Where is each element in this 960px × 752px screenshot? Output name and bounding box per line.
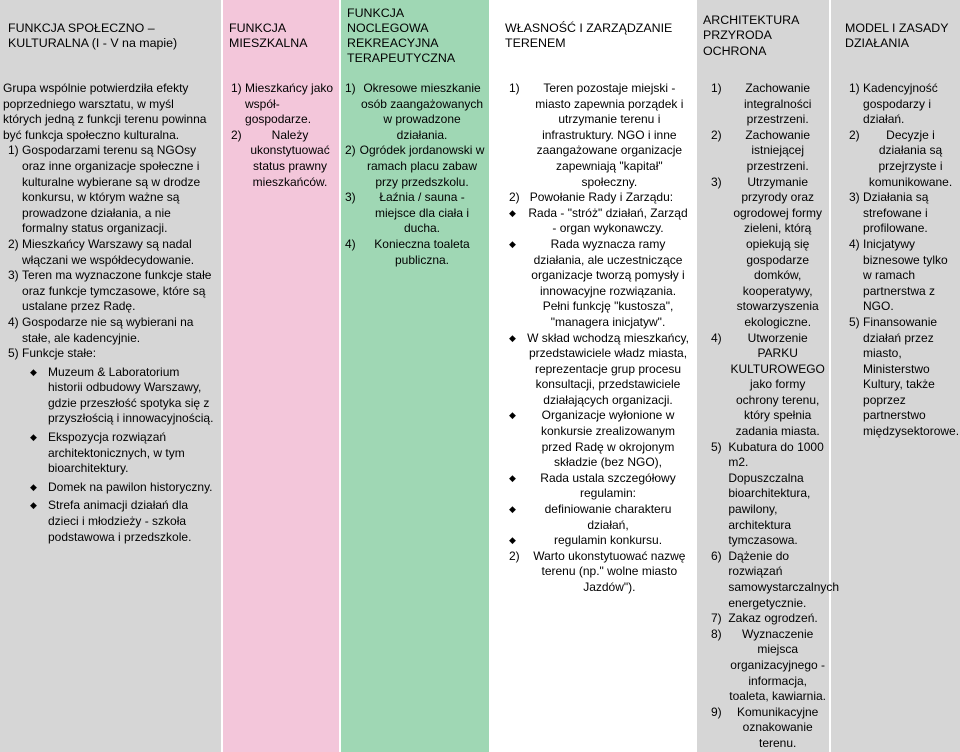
header-cell-col6 (830, 0, 960, 72)
list-item: 1) Kadencyjność gospodarzy i działań. (849, 81, 938, 127)
list-item: 6) Dążenie do rozwiązań samowystarczalnych energetycznie. (711, 548, 840, 610)
bullet-icon: ◆ (509, 472, 516, 483)
header-architecture: ARCHITEKTURA PRZYRODA OCHRONA (703, 13, 799, 58)
list-item: 2) Decyzje i działania są przejrzyste i komunikowane. (849, 127, 953, 189)
list-item: 3) Działania są strefowane i profilowane. (849, 190, 929, 236)
bullet-icon: ◆ (30, 366, 37, 377)
header-row (0, 0, 960, 72)
list-item: 9) Komunikacyjne oznakowanie terenu. (711, 704, 819, 750)
bullet-item: ◆ Organizacje wyłonione w konkursie zrealizowanym przed Radę w okrojonym składzie (bez NGO), (509, 408, 676, 470)
bullet-icon: ◆ (30, 481, 37, 492)
bullet-item: ◆ Ekspozycja rozwiązań architektonicznych, w tym bioarchitektury. (30, 430, 185, 476)
list-item: 8) Wyznaczenie miejsca organizacyjnego - informacja, toaleta, kawiarnia. (711, 626, 827, 704)
cell-social-cultural (0, 72, 222, 752)
sub-bullet-item: ◆ regulamin konkursu. (509, 533, 663, 548)
sub-bullet-item: ◆ definiowanie charakteru działań, (509, 502, 672, 532)
cell-architecture (696, 72, 840, 752)
header-residential: FUNKCJA MIESZKALNA (229, 20, 308, 50)
bullet-item: ◆ Rada - "stróż" działań, Zarząd - organ wykonawczy. (509, 205, 688, 236)
bullet-icon: ◆ (509, 207, 516, 218)
header-accommodation: FUNKCJA NOCLEGOWA REKREACYJNA TERAPEUTYCZNA (347, 5, 456, 66)
header-model: MODEL I ZASADY DZIAŁANIA (845, 20, 949, 50)
list-item: 2) Mieszkańcy Warszawy są nadal włączani we współdecydowanie. (8, 236, 195, 267)
header-cell-col4 (490, 0, 696, 72)
bullet-item: ◆ Strefa animacji działań dla dzieci i młodzieży - szkoła podstawowa i przedszkole. (30, 498, 192, 544)
header-cell-col2 (222, 0, 340, 72)
header-cell-col1 (0, 0, 222, 72)
cell-ownership (490, 72, 696, 752)
bullet-icon: ◆ (509, 238, 516, 249)
content-row (0, 72, 960, 752)
list-item: 2) Zachowanie istniejącej przestrzeni. (711, 127, 811, 173)
header-cell-col5 (696, 0, 830, 72)
list-item: 4) Konieczna toaleta publiczna. (345, 236, 470, 267)
list-item: 1) Gospodarzami terenu są NGOsy oraz inne organizacje społeczne i kulturalne wybierane są w drodze konkursu, w którym ważne są prowadzone działania, a nie formalny status organizacji. (8, 143, 201, 236)
bullet-item: ◆ Domek na pawilon historyczny. (30, 479, 213, 494)
list-item: 3) Teren ma wyznaczone funkcje stałe oraz funkcje tymczasowe, które są ustalane przez Radę. (8, 268, 212, 314)
list-item: 2) Warto ukonstytuować nazwę terenu (np." wolne miasto Jazdów"). (509, 548, 686, 594)
header-social-cultural: FUNKCJA SPOŁECZNO – KULTURALNA (I - V na mapie) (8, 20, 178, 50)
bullet-item: ◆ W skład wchodzą mieszkańcy, przedstawiciele władz miasta, reprezentacje grup procesu konsultacji, przedstawiciele działających organizacji. (509, 330, 689, 407)
list-item: 2) Powołanie Rady i Zarządu: (509, 190, 674, 205)
list-item: 7) Zakaz ogrodzeń. (711, 611, 818, 626)
bullet-icon: ◆ (509, 332, 516, 343)
bullet-item: ◆ Rada ustala szczegółowy regulamin: (509, 470, 676, 501)
list-item: 5) Funkcje stałe: (8, 346, 97, 361)
list-item: 3) Utrzymanie przyrody oraz ogrodowej formy zieleni, którą opiekują się gospodarze domków, kooperatywy, stowarzyszenia ekologiczne. (711, 174, 823, 329)
list-item: 2) Ogródek jordanowski w ramach placu zabaw przy przedszkolu. (345, 143, 485, 189)
list-item: 5) Kubatura do 1000 m2. Dopuszczalna bioarchitektura, pawilony, architektura tymczasowa. (711, 439, 824, 548)
header-ownership: WŁASNOŚĆ I ZARZĄDZANIE TERENEM (505, 20, 673, 50)
list-item: 1) Mieszkańcy jako współ-gospodarze. (231, 81, 334, 127)
bullet-item: ◆ Muzeum & Laboratorium historii odbudowy Warszawy, gdzie przeszłość spotyka się z przyszłością i innowacyjnością. (30, 364, 214, 426)
bullet-icon: ◆ (509, 535, 516, 546)
header-cell-col3 (340, 0, 490, 72)
bullet-item: ◆ Rada wyznacza ramy działania, ale uczestniczące organizacje tworzą pomysły i innowacyjne rozwiązania. Pełni funkcję "kustosza", "managera inicjatyw". (509, 236, 685, 329)
bullet-icon: ◆ (509, 504, 516, 515)
list-item: 1) Teren pozostaje miejski - miasto zapewnia porządek i utrzymanie terenu i infrastruktury. NGO i inne zaangażowane organizacje zapewniają "kapitał" społeczny. (509, 81, 684, 189)
bullet-icon: ◆ (30, 432, 37, 443)
cell-accommodation (340, 72, 490, 752)
list-item: 5) Finansowanie działań przez miasto, Ministerstwo Kultury, także poprzez partnerstwo międzysektorowe. (849, 314, 960, 439)
list-item: 1) Okresowe mieszkanie osób zaangażowanych w prowadzone działania. (345, 81, 484, 142)
list-item: 4) Inicjatywy biznesowe tylko w ramach partnerstwa z NGO. (849, 236, 948, 314)
list-item: 4) Utworzenie PARKU KULTUROWEGO jako formy ochrony terenu, który spełnia zadania miasta. (711, 330, 825, 439)
list-item: 2) Należy ukonstytuować status prawny mieszkańców. (231, 127, 330, 189)
list-item: 1) Zachowanie integralności przestrzeni. (711, 81, 812, 127)
cell-residential (222, 72, 340, 752)
bullet-icon: ◆ (509, 410, 516, 421)
bullet-icon: ◆ (30, 500, 37, 511)
cell-model (830, 72, 960, 752)
list-item: 3) Łaźnia / sauna - miejsce dla ciała i ducha. (345, 190, 470, 236)
list-item: 4) Gospodarze nie są wybierani na stałe, ale kadencyjnie. (8, 314, 194, 345)
intro-text: Grupa wspólnie potwierdziła efekty poprzedniego warsztatu, w myśl których jedną z funkcji terenu powinna być funkcja społeczno kulturalna. (3, 81, 207, 142)
